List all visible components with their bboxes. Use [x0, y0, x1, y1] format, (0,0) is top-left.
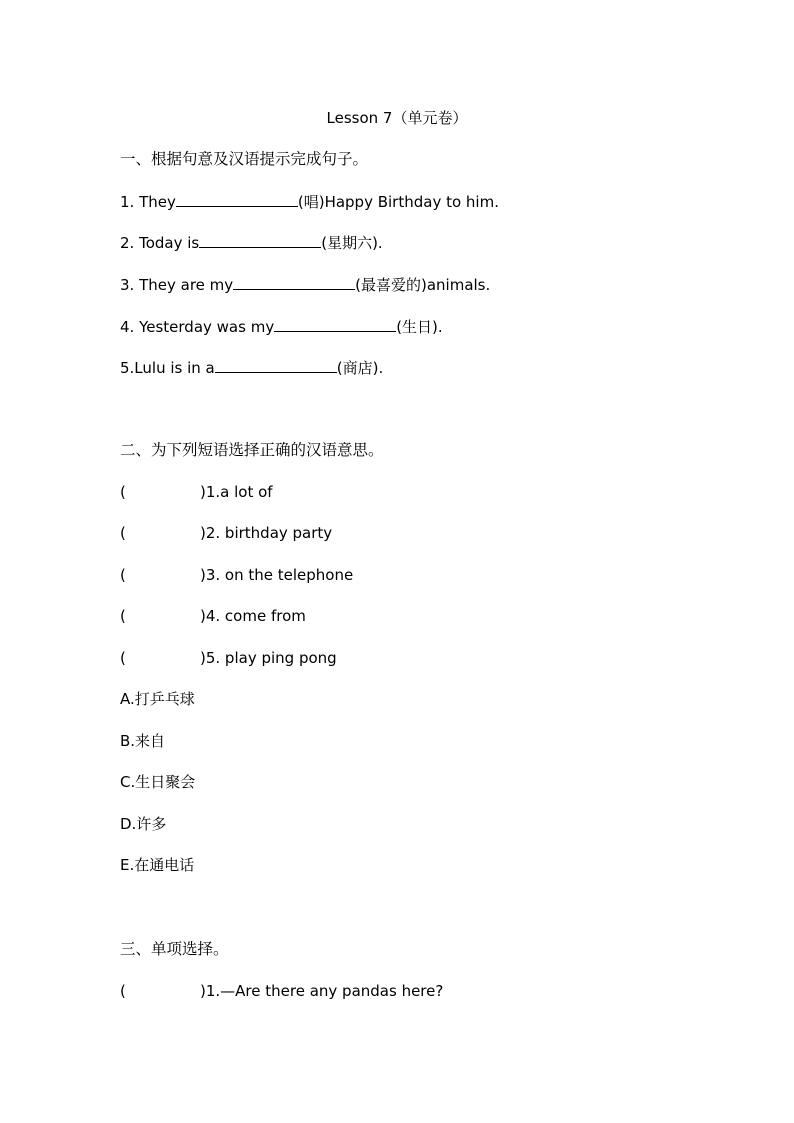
section2-item-2 [120, 523, 332, 543]
item-text: )1.a lot of [200, 483, 273, 501]
item-text: )3. on the telephone [200, 566, 354, 584]
item-prefix: 1. They [120, 193, 176, 211]
item-prefix: 3. They are my [120, 276, 234, 294]
section1-item-4 [120, 316, 443, 337]
item-suffix: (唱)Happy Birthday to him. [297, 193, 499, 211]
answer-blank [274, 316, 396, 332]
section2-heading: 二、为下列短语选择正确的汉语意思。 [120, 441, 384, 459]
section1-item-2 [120, 232, 383, 253]
section1-item-1 [120, 191, 499, 212]
item-suffix: (生日). [396, 318, 443, 336]
answer-paren: ( [120, 566, 126, 584]
section2-item-5 [120, 648, 337, 668]
section1-heading: 一、根据句意及汉语提示完成句子。 [120, 150, 369, 168]
item-prefix: 5.Lulu is in a [120, 359, 215, 377]
document-title: Lesson 7（单元卷） [326, 109, 468, 127]
answer-blank [215, 357, 337, 373]
section1-item-5 [120, 357, 383, 378]
item-prefix: 4. Yesterday was my [120, 318, 275, 336]
section1-item-3 [120, 274, 490, 295]
section2-item-4 [120, 606, 306, 626]
section2-option-e: E.在通电话 [120, 856, 195, 874]
section3-item-1 [120, 981, 443, 1001]
answer-blank [176, 191, 298, 207]
item-suffix: (星期六). [321, 234, 383, 252]
section2-option-c: C.生日聚会 [120, 773, 196, 791]
answer-paren: ( [120, 483, 126, 501]
answer-paren: ( [120, 649, 126, 667]
section2-option-b: B.来自 [120, 732, 166, 750]
answer-blank [199, 232, 321, 248]
answer-paren: ( [120, 524, 126, 542]
item-suffix: (商店). [336, 359, 384, 377]
item-suffix: (最喜爱的)animals. [355, 276, 491, 294]
item-text: )2. birthday party [200, 524, 333, 542]
item-prefix: 2. Today is [120, 234, 200, 252]
answer-blank [233, 274, 355, 290]
answer-paren: ( [120, 982, 126, 1000]
section3-heading: 三、单项选择。 [120, 940, 229, 958]
section2-option-a: A.打乒乓球 [120, 690, 195, 708]
item-text: )5. play ping pong [200, 649, 337, 667]
answer-paren: ( [120, 607, 126, 625]
item-text: )1.—Are there any pandas here? [200, 982, 444, 1000]
section2-item-3 [120, 565, 353, 585]
section2-item-1 [120, 482, 273, 502]
item-text: )4. come from [200, 607, 306, 625]
section2-option-d: D.许多 [120, 815, 167, 833]
